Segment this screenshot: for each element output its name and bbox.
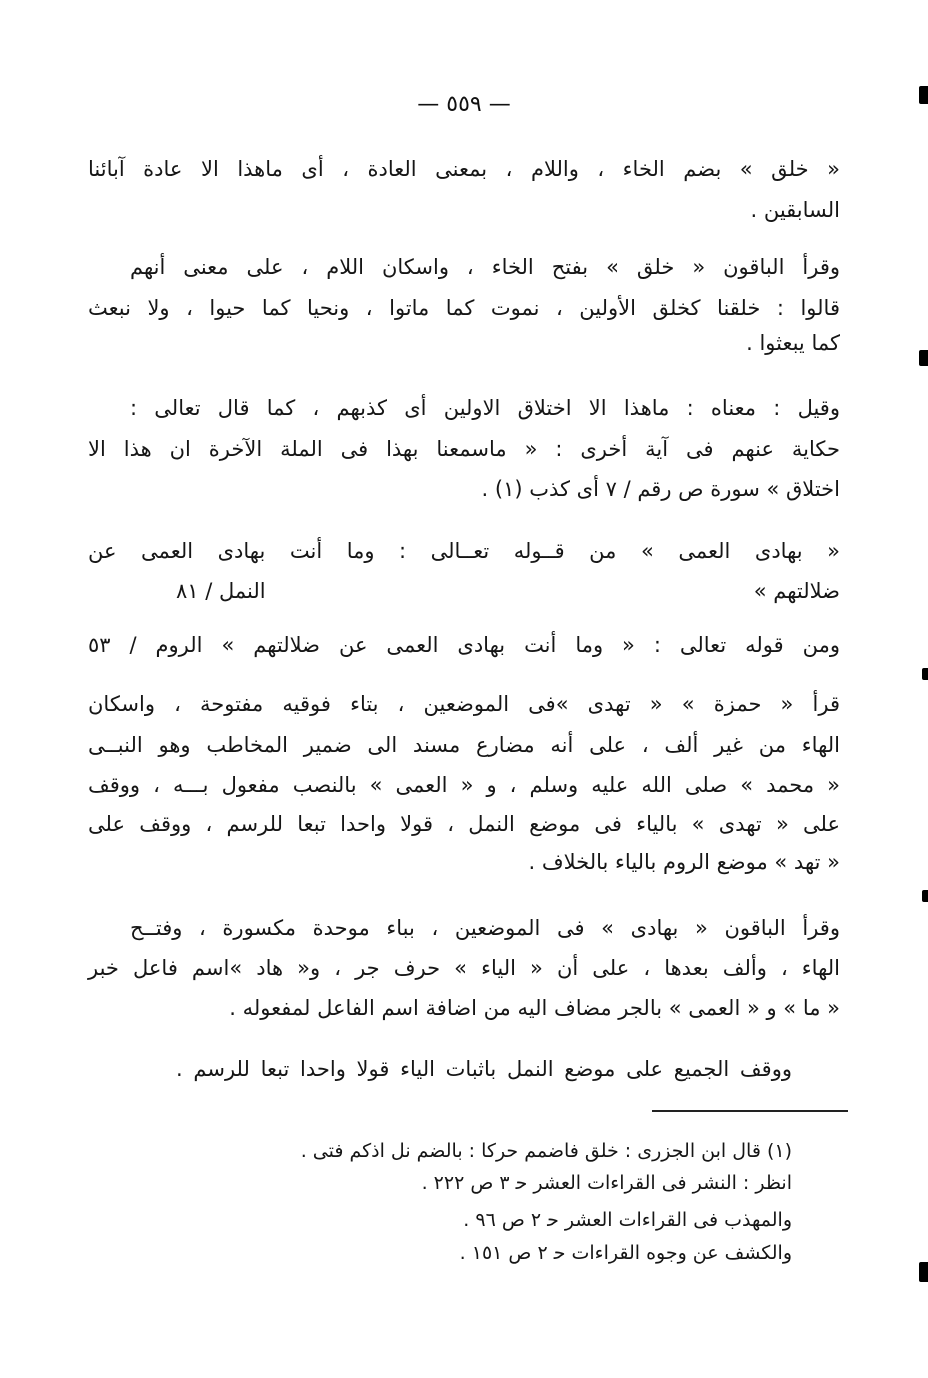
body-line: الهاء ، وألف بعدها ، على أن « الياء » حرف جر ، و« هاد »اسم فاعل خبر xyxy=(88,956,840,980)
scan-edge-mark xyxy=(919,86,928,104)
body-line: قالوا : خلقنا كخلق الأولين ، نموت كما ماتوا ، ونحيا كما حيوا ، ولا نبعث xyxy=(88,296,840,320)
body-line: « تهد » موضع الروم بالياء بالخلاف . xyxy=(528,850,840,874)
body-line: « بهادى العمى » من قــوله تعــالى : وما أنت بهادى العمى عن xyxy=(88,539,840,563)
scan-edge-mark xyxy=(922,890,928,902)
body-line: الهاء من غير ألف ، على أنه مضارع مسند الى ضمير المخاطب وهو النبــى xyxy=(88,733,840,757)
body-line: ووقف الجميع على موضع النمل باثبات الياء قولا واحدا تبعا للرسم . xyxy=(176,1057,792,1081)
body-line: قرأ « حمزة » « تهدى »فى الموضعين ، بتاء فوقيه مفتوحة ، واسكان xyxy=(88,692,840,716)
body-line: ضلالتهم » xyxy=(753,579,840,603)
body-line: وقرأ الباقون « خلق » بفتح الخاء ، واسكان اللام ، على معنى أنهم xyxy=(130,255,840,279)
scan-edge-mark xyxy=(919,350,928,366)
body-line: السابقين . xyxy=(750,198,840,222)
body-line: على « تهدى » بالياء فى موضع النمل ، قولا واحدا تبعا للرسم ، ووقف على xyxy=(88,812,840,836)
body-line: وقيل : معناه : ماهذا الا اختلاق الاولين أى كذبهم ، كما قال تعالى : xyxy=(130,396,840,420)
body-line: ومن قوله تعالى : « وما أنت بهادى العمى عن ضلالتهم » الروم / ٥٣ xyxy=(88,633,840,657)
surah-ref: النمل / ٨١ xyxy=(176,579,266,603)
page-number: — ٥٥٩ — xyxy=(417,92,511,117)
body-line: « محمد » صلى الله عليه وسلم ، و « العمى » بالنصب مفعول بـــه ، ووقف xyxy=(88,773,840,797)
footnote-separator xyxy=(652,1110,848,1112)
body-line: اختلاق » سورة ص رقم / ٧ أى كذب (١) . xyxy=(481,477,840,501)
body-line: وقرأ الباقون « بهادى » فى الموضعين ، بباء موحدة مكسورة ، وفتــح xyxy=(130,916,840,940)
footnote-line: (١) قال ابن الجزرى : خلق فاضمم حركا : بالضم نل اذكم فتى . xyxy=(300,1140,792,1162)
scan-edge-mark xyxy=(922,668,928,680)
scan-edge-mark xyxy=(919,1262,928,1282)
footnote-line: والكشف عن وجوه القراءات ﺣ ٢ ص ١٥١ . xyxy=(459,1242,792,1264)
footnote-line: والمهذب فى القراءات العشر ﺣ ٢ ص ٩٦ . xyxy=(463,1209,792,1231)
body-line: حكاية عنهم فى آية أخرى : « ماسمعنا بهذا فى الملة الآخرة ان هذا الا xyxy=(88,437,840,461)
body-line: كما يبعثوا . xyxy=(746,331,840,355)
body-line: « خلق » بضم الخاء ، واللام ، بمعنى العادة ، أى ماهذا الا عادة آبائنا xyxy=(88,157,840,181)
body-line: « ما » و « العمى » بالجر مضاف اليه من اضافة اسم الفاعل لمفعوله . xyxy=(229,996,840,1020)
footnote-line: انظر : النشر فى القراءات العشر ﺣ ٣ ص ٢٢٢ . xyxy=(421,1172,792,1194)
